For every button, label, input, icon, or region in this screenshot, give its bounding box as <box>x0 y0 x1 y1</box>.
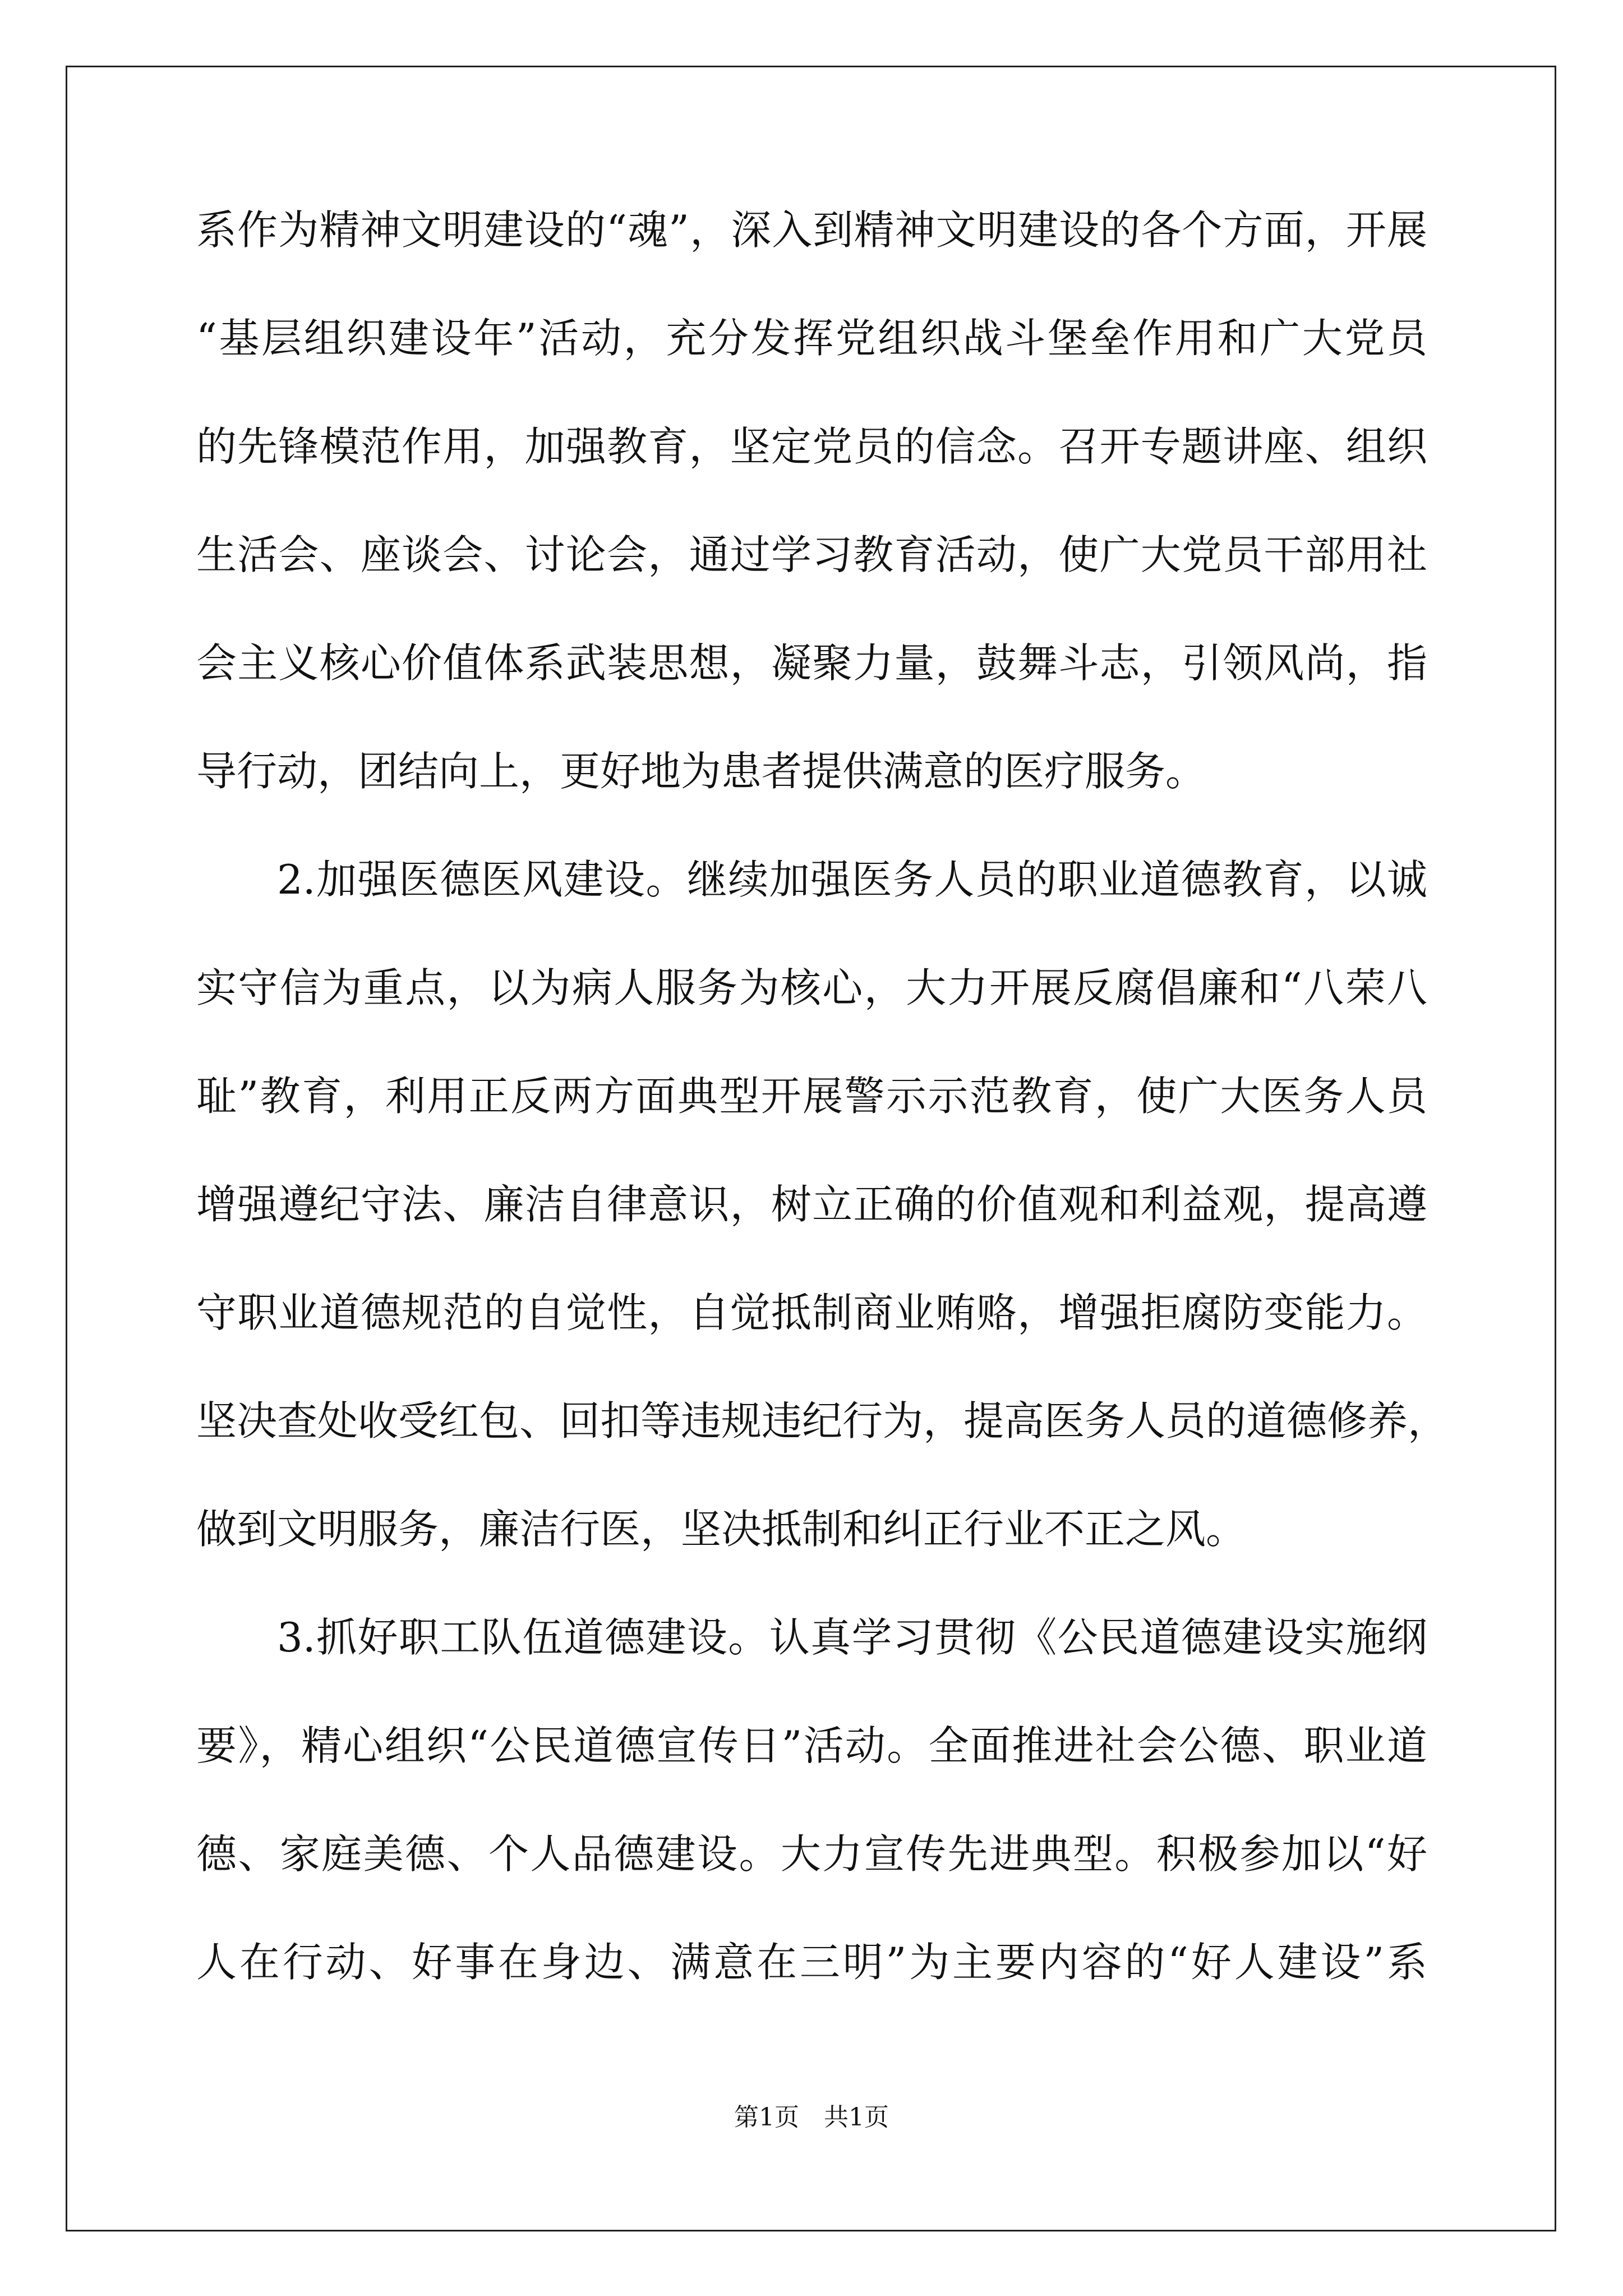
page-number-total: 共1页 <box>824 2103 889 2132</box>
text-line: 要》，精心组织“公民道德宣传日”活动。全面推进社会公德、职业道 <box>196 1722 1427 1769</box>
text-line: 3.抓好职工队伍道德建设。认真学习贯彻《公民道德建设实施纲 <box>277 1614 1427 1661</box>
text-line: 会主义核心价值体系武装思想，凝聚力量，鼓舞斗志，引领风尚，指 <box>196 639 1427 687</box>
text-line: 做到文明服务，廉洁行医，坚决抵制和纠正行业不正之风。 <box>196 1506 1247 1553</box>
text-line: 导行动，团结向上，更好地为患者提供满意的医疗服务。 <box>196 748 1206 795</box>
text-line: 人在行动、好事在身边、满意在三明”为主要内容的“好人建设”系 <box>196 1939 1427 1986</box>
text-line: “基层组织建设年”活动，充分发挥党组织战斗堡垒作用和广大党员 <box>196 315 1427 362</box>
page-number-current: 第1页 <box>734 2103 799 2132</box>
text-line: 坚决查处收受红包、回扣等违规违纪行为，提高医务人员的道德修养， <box>196 1397 1449 1444</box>
text-line: 守职业道德规范的自觉性，自觉抵制商业贿赂，增强拒腐防变能力。 <box>196 1289 1427 1336</box>
text-line: 的先锋模范作用，加强教育，坚定党员的信念。召开专题讲座、组织 <box>196 423 1427 470</box>
text-line: 生活会、座谈会、讨论会，通过学习教育活动，使广大党员干部用社 <box>196 531 1427 578</box>
text-line: 耻”教育，利用正反两方面典型开展警示示范教育，使广大医务人员 <box>196 1073 1427 1120</box>
text-line: 2.加强医德医风建设。继续加强医务人员的职业道德教育，以诚 <box>277 856 1427 903</box>
text-line: 增强遵纪守法、廉洁自律意识，树立正确的价值观和利益观，提高遵 <box>196 1181 1427 1228</box>
page-border <box>66 66 1556 2231</box>
text-line: 系作为精神文明建设的“魂”，深入到精神文明建设的各个方面，开展 <box>196 206 1427 254</box>
text-line: 德、家庭美德、个人品德建设。大力宣传先进典型。积极参加以“好 <box>196 1830 1427 1878</box>
text-line: 实守信为重点，以为病人服务为核心，大力开展反腐倡廉和“八荣八 <box>196 964 1427 1011</box>
page-footer <box>0 2101 1623 2134</box>
